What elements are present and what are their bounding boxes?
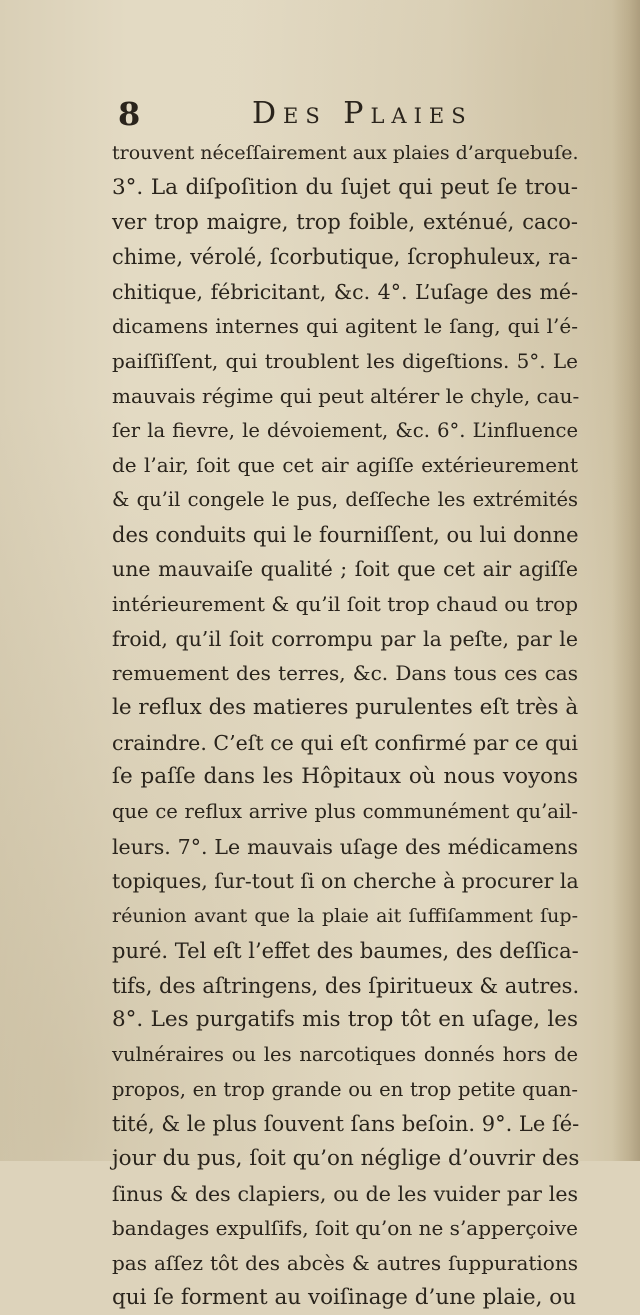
text-line: chime, vérolé, ſcorbutique, ſcrophuleux, ra- <box>112 245 578 270</box>
text-line: trouvent néceſſairement aux plaies d’arquebuſe. <box>112 142 579 164</box>
text-line: intérieurement & qu’il ſoit trop chaud ou trop <box>112 591 578 616</box>
text-line: propos, en trop grande ou en trop petite quan- <box>112 1077 578 1101</box>
text-line: ſinus & des clapiers, ou de les vuider par les <box>112 1181 578 1206</box>
text-line: ſer la fievre, le dévoiement, &c. 6°. L’influence <box>112 418 578 442</box>
text-line: leurs. 7°. Le mauvais uſage des médicamens <box>112 834 578 859</box>
text-line: paiſſiſſent, qui troublent les digeſtions. 5°. Le <box>112 349 578 374</box>
text-line: ver trop maigre, trop foible, exténué, caco- <box>112 210 578 235</box>
text-line: puré. Tel eſt l’effet des baumes, des deſſica- <box>112 938 579 963</box>
text-line: & qu’il congele le pus, deſſeche les extrémités <box>112 487 578 511</box>
text-line: topiques, ſur-tout ſi on cherche à procurer la <box>112 869 579 894</box>
text-line: pas aſſez tôt des abcès & autres ſuppurations <box>112 1251 578 1275</box>
text-line: le reflux des matieres purulentes eſt très à <box>112 695 579 720</box>
text-line: tité, & le plus ſouvent ſans beſoin. 9°. Le ſé- <box>112 1112 580 1137</box>
text-line: jour du pus, ſoit qu’on néglige d’ouvrir des <box>112 1145 580 1171</box>
text-line: que ce reflux arrive plus communément qu’ail- <box>112 800 578 824</box>
text-line: réunion avant que la plaie ait ſuffiſamment ſup- <box>112 905 578 928</box>
body-text <box>112 136 578 1315</box>
text-line: bandages expulſifs, ſoit qu’on ne s’apperçoive <box>112 1216 578 1241</box>
text-line: craindre. C’eſt ce qui eſt confirmé par ce qui <box>112 730 578 755</box>
text-line: dicamens internes qui agitent le ſang, qui l’é- <box>112 314 578 339</box>
text-line: remuement des terres, &c. Dans tous ces cas <box>112 661 578 686</box>
running-head: Des Plaies <box>252 96 473 131</box>
text-line: ſe paſſe dans les Hôpitaux où nous voyons <box>112 764 578 790</box>
page-number: 8 <box>118 95 141 133</box>
text-line: une mauvaiſe qualité ; ſoit que cet air agiſſe <box>112 557 578 582</box>
text-line: tifs, des aſtringens, des ſpiritueux & autres. <box>112 973 580 998</box>
text-line: de l’air, ſoit que cet air agiſſe extérieurement <box>112 453 578 478</box>
text-line: 3°. La diſpoſition du ſujet qui peut ſe trou- <box>112 174 578 200</box>
page-header <box>110 94 580 134</box>
text-line: chitique, fébricitant, &c. 4°. L’uſage des mé- <box>112 279 578 304</box>
text-line: 8°. Les purgatifs mis trop tôt en uſage, les <box>112 1007 578 1033</box>
page-edge-shadow <box>612 0 640 1161</box>
text-line: des conduits qui le fourniſſent, ou lui donne <box>112 522 579 547</box>
text-line: mauvais régime qui peut altérer le chyle, cau- <box>112 383 580 408</box>
text-line: froid, qu’il ſoit corrompu par la peſte, par le <box>112 626 578 651</box>
text-line: qui ſe forment au voiſinage d’une plaie, ou <box>112 1284 577 1310</box>
text-line: vulnéraires ou les narcotiques donnés hors de <box>112 1042 578 1066</box>
